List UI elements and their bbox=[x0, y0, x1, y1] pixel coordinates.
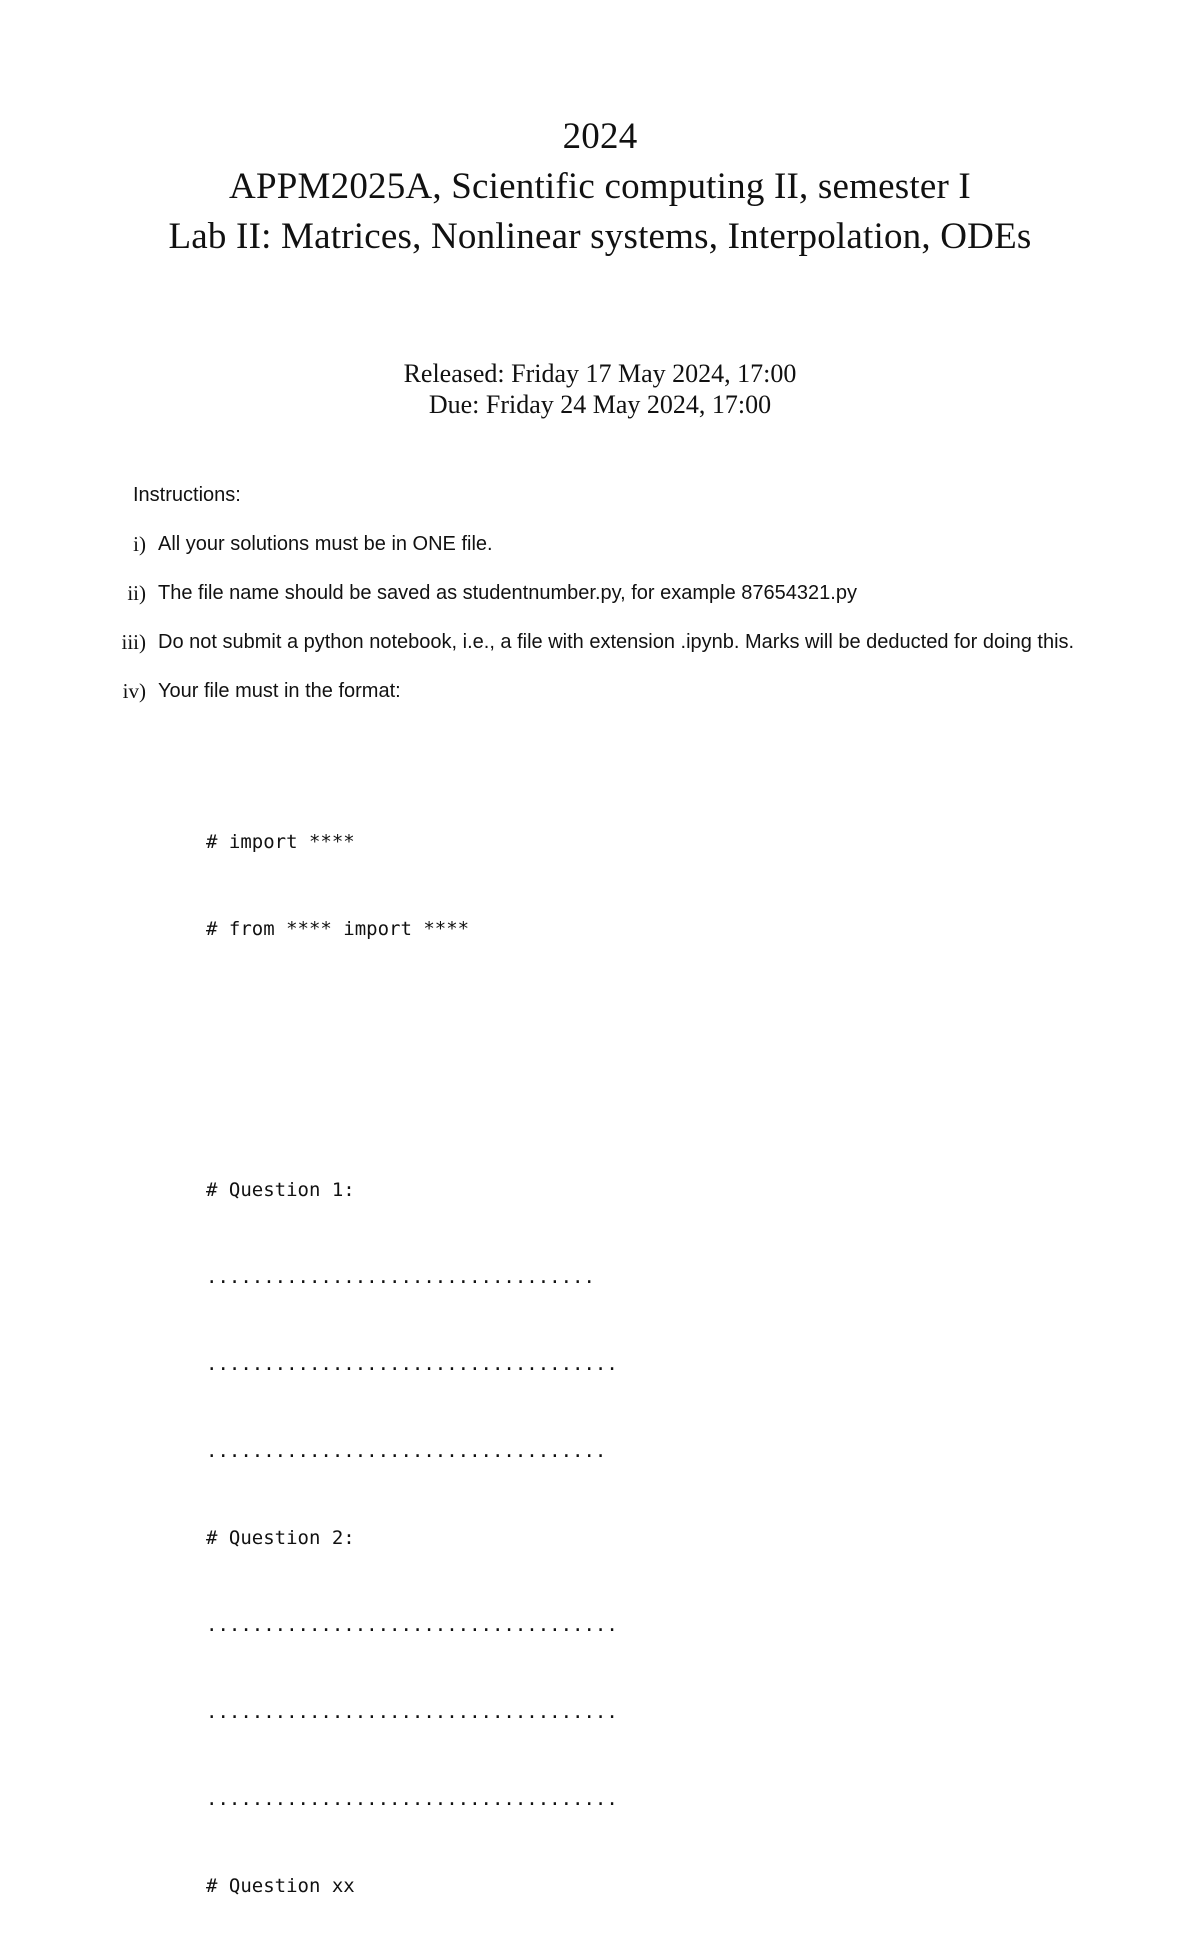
code-line: # Question xx bbox=[206, 1875, 355, 1897]
instruction-item bbox=[100, 579, 1120, 608]
instruction-marker: iv) bbox=[122, 679, 146, 703]
instructions-list bbox=[100, 530, 1120, 726]
code-line: .................................. bbox=[206, 1266, 595, 1288]
instruction-marker: iii) bbox=[121, 630, 146, 654]
code-template bbox=[206, 770, 618, 1959]
code-line bbox=[206, 1002, 618, 1031]
released-date: Released: Friday 17 May 2024, 17:00 bbox=[403, 359, 797, 388]
code-line: .................................... bbox=[206, 1788, 618, 1810]
due-date: Due: Friday 24 May 2024, 17:00 bbox=[428, 390, 772, 419]
instruction-item bbox=[100, 677, 1120, 706]
code-line: .................................... bbox=[206, 1701, 618, 1723]
code-line: # Question 2: bbox=[206, 1527, 355, 1549]
code-line: .................................... bbox=[206, 1614, 618, 1636]
code-line bbox=[206, 1089, 618, 1118]
code-line: # from **** import **** bbox=[206, 918, 470, 940]
title-year: 2024 bbox=[562, 116, 638, 157]
instruction-marker: i) bbox=[133, 532, 146, 556]
title-lab: Lab II: Matrices, Nonlinear systems, Interpolation, ODEs bbox=[168, 216, 1032, 257]
dates-block bbox=[0, 358, 1200, 420]
instruction-item bbox=[100, 530, 1120, 559]
code-line: # import **** bbox=[206, 831, 355, 853]
instruction-text: All your solutions must be in ONE file. bbox=[158, 533, 493, 555]
code-line: # Question 1: bbox=[206, 1179, 355, 1201]
instruction-text: Your file must in the format: bbox=[158, 680, 401, 702]
instructions-heading: Instructions: bbox=[133, 484, 241, 506]
code-line: .................................... bbox=[206, 1353, 618, 1375]
code-line: ................................... bbox=[206, 1440, 607, 1462]
instruction-text: The file name should be saved as studentnumber.py, for example 87654321.py bbox=[158, 582, 857, 604]
instruction-item bbox=[100, 628, 1120, 657]
instruction-marker: ii) bbox=[127, 581, 146, 605]
title-course: APPM2025A, Scientific computing II, semester I bbox=[229, 166, 971, 207]
title-block bbox=[0, 112, 1200, 262]
instruction-text: Do not submit a python notebook, i.e., a file with extension .ipynb. Marks will be deducted for doing this. bbox=[158, 631, 1075, 653]
